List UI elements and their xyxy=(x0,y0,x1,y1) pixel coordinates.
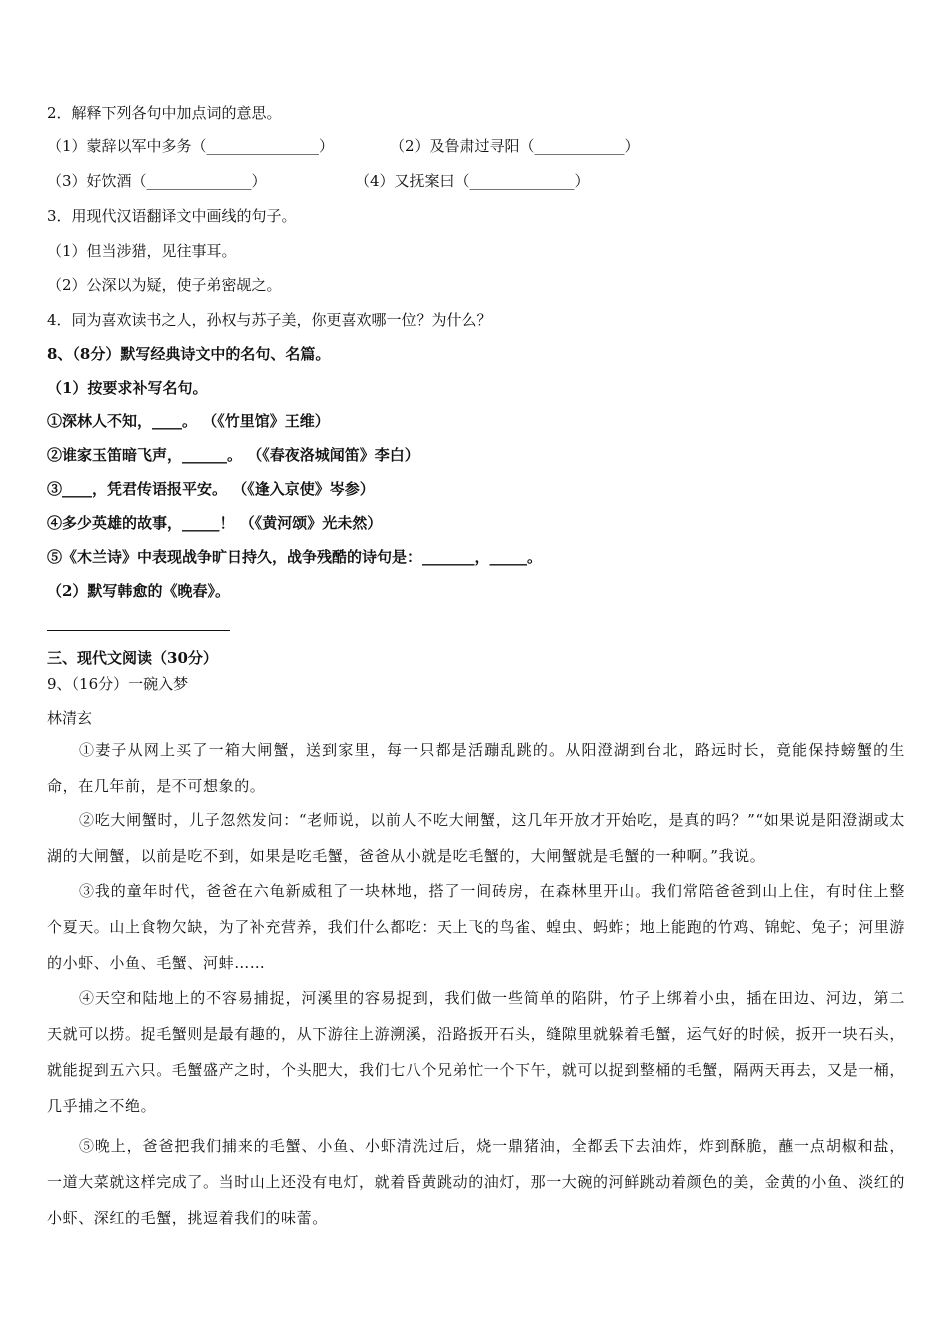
q3-title: 3．用现代汉语翻译文中画线的句子。 xyxy=(47,207,297,225)
q8-line-4: ④多少英雄的故事，_____！ （《黄河颂》光未然） xyxy=(47,514,383,532)
q8-sub1: （1）按要求补写名句。 xyxy=(47,379,208,397)
q9-paragraph-4: ④天空和陆地上的不容易捕捉，河溪里的容易捉到，我们做一些简单的陷阱，竹子上绑着小虫，插在田边、河边，第二天就可以捞。捉毛蟹则是最有趣的，从下游往上游溯溪，沿路扳开石头，缝隙里就躲着毛蟹，运气好的时候，扳开一块石头，就能捉到五六只。毛蟹盛产之时，个头肥大，我们七八个兄弟忙一个下午，就可以捉到整桶的毛蟹，隔两天再去，又是一桶，几乎捕之不绝。 xyxy=(47,989,906,1115)
answer-line xyxy=(47,630,230,631)
q8-line-5: ⑤《木兰诗》中表现战争旷日持久，战争残酷的诗句是：_______，_____。 xyxy=(47,548,543,566)
q9-paragraph-2: ②吃大闸蟹时，儿子忽然发问：“老师说，以前人不吃大闸蟹，这几年开放才开始吃，是真的吗？”“如果说是阳澄湖或太湖的大闸蟹，以前是吃不到，如果是吃毛蟹，爸爸从小就是吃毛蟹的，大闸蟹就是毛蟹的一种啊。”我说。 xyxy=(47,811,905,865)
q4-title: 4．同为喜欢读书之人，孙权与苏子美，你更喜欢哪一位？为什么？ xyxy=(47,311,492,329)
q8-title: 8、（8分）默写经典诗文中的名句、名篇。 xyxy=(47,345,331,363)
q8-line-3: ③____，凭君传语报平安。 （《逢入京使》岑参） xyxy=(47,480,375,498)
q8-sub2: （2）默写韩愈的《晚春》。 xyxy=(47,582,230,600)
q2-item-2: （2）及鲁肃过寻阳（____________） xyxy=(390,137,640,155)
q2-item-3: （3）好饮酒（______________） xyxy=(47,172,267,190)
q9-author: 林清玄 xyxy=(47,709,93,727)
q8-line-2: ②谁家玉笛暗飞声，______。 （《春夜洛城闻笛》李白） xyxy=(47,446,420,464)
q3-item-2: （2）公深以为疑，使子弟密觇之。 xyxy=(47,276,282,294)
q2-item-1: （1）蒙辞以军中多务（_______________） xyxy=(47,137,335,155)
q8-line-1: ①深林人不知，____。 （《竹里馆》王维） xyxy=(47,412,330,430)
q3-item-1: （1）但当涉猎，见往事耳。 xyxy=(47,242,237,260)
q2-item-4: （4）又抚案曰（______________） xyxy=(355,172,590,190)
section3-title: 三、现代文阅读（30分） xyxy=(47,649,218,667)
q9-paragraph-3: ③我的童年时代，爸爸在六龟新威租了一块林地，搭了一间砖房，在森林里开山。我们常陪爸爸到山上住，有时住上整个夏天。山上食物欠缺，为了补充营养，我们什么都吃：天上飞的鸟雀、蝗虫、蚂蚱；地上能跑的竹鸡、锦蛇、兔子；河里游的小虾、小鱼、毛蟹、河蚌…… xyxy=(47,882,906,972)
q9-title: 9、（16分）一碗入梦 xyxy=(47,675,189,693)
q9-paragraph-1: ①妻子从网上买了一箱大闸蟹，送到家里，每一只都是活蹦乱跳的。从阳澄湖到台北，路远时长，竟能保持螃蟹的生命，在几年前，是不可想象的。 xyxy=(47,741,905,795)
q2-title: 2．解释下列各句中加点词的意思。 xyxy=(47,104,282,122)
q9-paragraph-5: ⑤晚上，爸爸把我们捕来的毛蟹、小鱼、小虾清洗过后，烧一鼎猪油，全都丢下去油炸，炸到酥脆，蘸一点胡椒和盐，一道大菜就这样完成了。当时山上还没有电灯，就着昏黄跳动的油灯，那一大碗的河鲜跳动着颜色的美，金黄的小鱼、淡红的小虾、深红的毛蟹，挑逗着我们的味蕾。 xyxy=(47,1137,906,1227)
